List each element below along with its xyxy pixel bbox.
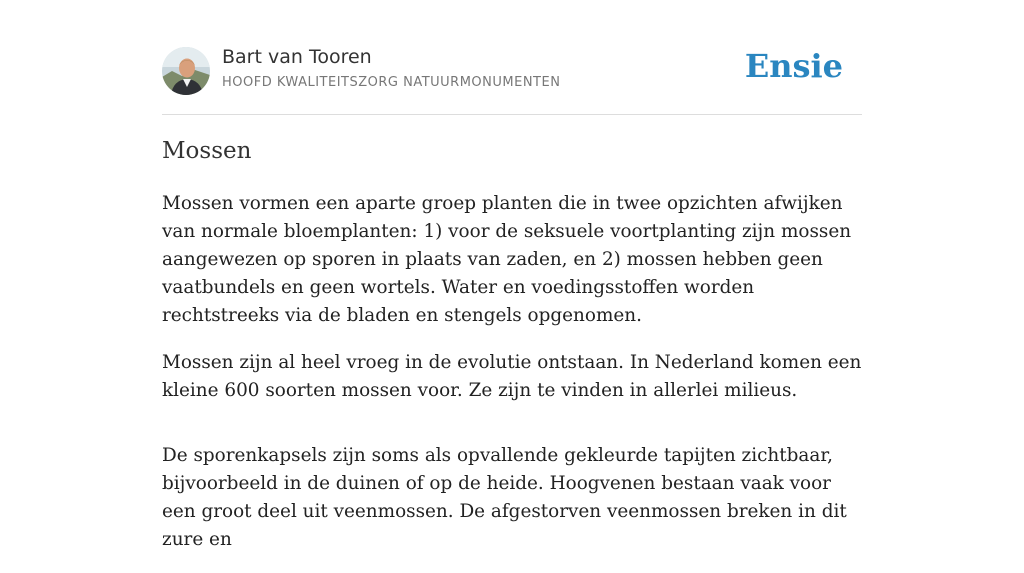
article-page <box>162 0 862 550</box>
author-name[interactable]: Bart van Tooren <box>222 46 372 68</box>
author-header <box>162 0 862 115</box>
author-avatar[interactable] <box>162 47 210 95</box>
brand-logo[interactable]: Ensie <box>744 47 843 85</box>
article-body <box>162 190 868 573</box>
article-title: Mossen <box>162 138 252 164</box>
article-paragraph: De sporenkapsels zijn soms als opvallende gekleurde tapijten zichtbaar, bijvoorbeeld in de duinen of op de heide. Hoogvenen bestaan vaak voor een groot deel uit veenmossen. De afgestorven veenmossen breken in dit zure en <box>162 445 847 550</box>
article-paragraph: Mossen zijn al heel vroeg in de evolutie ontstaan. In Nederland komen een kleine 600 soorten mossen voor. Ze zijn te vinden in allerlei milieus. <box>162 352 862 401</box>
author-title: HOOFD KWALITEITSZORG NATUURMONUMENTEN <box>222 75 561 90</box>
author-photo <box>162 47 210 95</box>
article-paragraph: Mossen vormen een aparte groep planten die in twee opzichten afwijken van normale bloemplanten: 1) voor de seksuele voortplanting zijn mossen aangewezen op sporen in plaats van zaden, en 2) mossen hebben geen vaatbundels en geen wortels. Water en voedingsstoffen worden rechtstreeks via de bladen en stengels opgenomen. <box>162 193 852 326</box>
